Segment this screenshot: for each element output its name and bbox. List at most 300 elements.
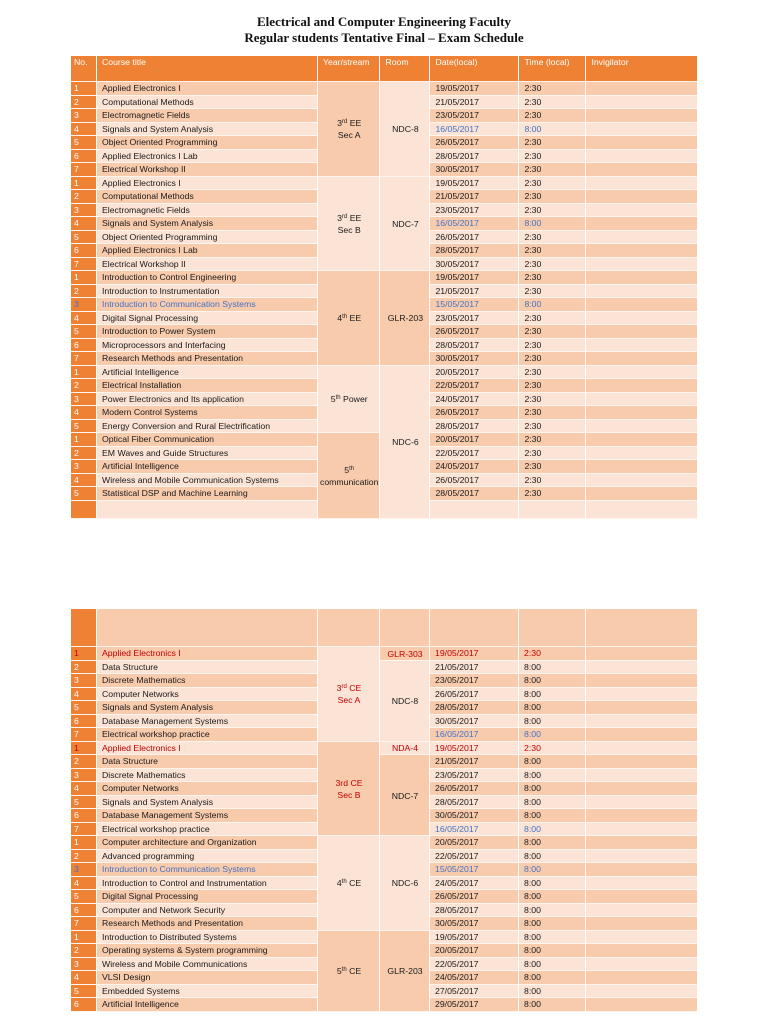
year-stream <box>320 464 378 476</box>
table-row <box>71 661 698 675</box>
exam-time: 2:30 <box>519 285 586 299</box>
year-number: 3 <box>337 212 342 223</box>
stream-name: CE <box>346 878 362 889</box>
year-ordinal: th <box>335 395 341 402</box>
section-name: Sec A <box>337 695 361 706</box>
table-header-row-blank <box>71 609 698 647</box>
invigilator <box>586 755 698 769</box>
year-stream <box>320 877 378 889</box>
exam-date: 15/05/2017 <box>430 298 519 312</box>
exam-time: 8:00 <box>519 958 586 972</box>
room-cell: NDC-7 <box>380 177 430 272</box>
exam-time: 2:30 <box>519 231 586 245</box>
room-cell: NDC-7 <box>380 755 430 836</box>
exam-date: 26/05/2017 <box>430 474 519 488</box>
row-number: 5 <box>71 136 97 150</box>
course-title: Microprocessors and Interfacing <box>97 339 318 353</box>
room-cell: NDC-8 <box>380 82 430 177</box>
exam-date: 30/05/2017 <box>430 163 519 177</box>
exam-date: 24/05/2017 <box>430 460 519 474</box>
course-title: Discrete Mathematics <box>97 769 318 783</box>
exam-time: 2:30 <box>519 647 586 661</box>
course-title: Introduction to Power System <box>97 325 318 339</box>
year-ordinal: th <box>342 314 348 321</box>
year-stream-cell <box>318 82 380 177</box>
course-title: Applied Electronics I <box>97 742 318 756</box>
section-name: Sec B <box>337 224 361 235</box>
row-number: 4 <box>71 877 97 891</box>
exam-date: 26/05/2017 <box>430 890 519 904</box>
course-title: Operating systems & System programming <box>97 944 318 958</box>
exam-time: 2:30 <box>519 339 586 353</box>
invigilator <box>586 474 698 488</box>
invigilator <box>586 688 698 702</box>
exam-time: 2:30 <box>519 447 586 461</box>
year-stream-cell <box>318 433 380 519</box>
exam-date: 26/05/2017 <box>430 325 519 339</box>
course-title: Data Structure <box>97 755 318 769</box>
exam-time: 8:00 <box>519 998 586 1012</box>
course-title: Introduction to Control and Instrumentation <box>97 877 318 891</box>
exam-date: 22/05/2017 <box>430 379 519 393</box>
row-number: 5 <box>71 701 97 715</box>
year-number: 3 <box>336 683 342 694</box>
exam-date: 19/05/2017 <box>430 177 519 191</box>
course-title: Applied Electronics I <box>97 82 318 96</box>
row-number: 7 <box>71 728 97 742</box>
exam-date: 30/05/2017 <box>430 352 519 366</box>
course-title: Electrical Installation <box>97 379 318 393</box>
exam-date: 29/05/2017 <box>430 998 519 1012</box>
row-number: 1 <box>71 271 97 285</box>
year-stream <box>320 393 378 405</box>
exam-time: 2:30 <box>519 474 586 488</box>
row-number: 3 <box>71 393 97 407</box>
exam-time: 8:00 <box>519 217 586 231</box>
year-number: 3rd CE <box>335 777 363 788</box>
course-title: Applied Electronics I <box>97 647 318 661</box>
row-number: 4 <box>71 406 97 420</box>
invigilator <box>586 836 698 850</box>
invigilator <box>586 177 698 191</box>
invigilator <box>586 742 698 756</box>
course-title: Artificial Intelligence <box>97 366 318 380</box>
table-row <box>71 177 698 191</box>
row-number: 5 <box>71 890 97 904</box>
exam-date <box>430 501 519 519</box>
exam-time: 2:30 <box>519 487 586 501</box>
row-number: 1 <box>71 366 97 380</box>
stream-name: CE <box>346 966 362 976</box>
exam-date: 26/05/2017 <box>430 406 519 420</box>
course-title: Electrical workshop practice <box>97 728 318 742</box>
exam-time: 8:00 <box>519 123 586 137</box>
exam-date: 28/05/2017 <box>430 487 519 501</box>
year-stream-cell <box>318 836 380 931</box>
year-stream <box>320 117 378 129</box>
exam-date: 30/05/2017 <box>430 258 519 272</box>
exam-date: 19/05/2017 <box>430 82 519 96</box>
course-title: Computer architecture and Organization <box>97 836 318 850</box>
exam-date: 20/05/2017 <box>430 836 519 850</box>
exam-time: 2:30 <box>519 325 586 339</box>
course-title: Energy Conversion and Rural Electrification <box>97 420 318 434</box>
exam-time <box>519 501 586 519</box>
exam-time: 2:30 <box>519 393 586 407</box>
exam-date: 24/05/2017 <box>430 393 519 407</box>
invigilator <box>586 82 698 96</box>
invigilator <box>586 823 698 837</box>
row-number: 4 <box>71 123 97 137</box>
exam-time: 2:30 <box>519 366 586 380</box>
course-title <box>97 501 318 519</box>
stream-name: EE <box>347 212 362 223</box>
invigilator <box>586 190 698 204</box>
exam-date: 26/05/2017 <box>430 231 519 245</box>
exam-time: 8:00 <box>519 769 586 783</box>
exam-date: 21/05/2017 <box>430 285 519 299</box>
row-number: 2 <box>71 755 97 769</box>
course-title: Object Oriented Programming <box>97 136 318 150</box>
course-title: Embedded Systems <box>97 985 318 999</box>
course-title: Artificial Intelligence <box>97 998 318 1012</box>
invigilator <box>586 271 698 285</box>
invigilator <box>586 136 698 150</box>
invigilator <box>586 217 698 231</box>
invigilator <box>586 701 698 715</box>
row-number: 6 <box>71 339 97 353</box>
exam-schedule-table-2 <box>71 609 698 1012</box>
exam-time: 8:00 <box>519 674 586 688</box>
course-title: Applied Electronics I <box>97 177 318 191</box>
exam-time: 2:30 <box>519 244 586 258</box>
year-number: 5 <box>336 966 342 976</box>
year-number: 5 <box>330 394 336 405</box>
exam-date: 19/05/2017 <box>430 931 519 945</box>
invigilator <box>586 352 698 366</box>
exam-time: 8:00 <box>519 796 586 810</box>
exam-time: 2:30 <box>519 82 586 96</box>
invigilator <box>586 674 698 688</box>
invigilator <box>586 863 698 877</box>
exam-time: 2:30 <box>519 204 586 218</box>
invigilator <box>586 998 698 1012</box>
table-row <box>71 755 698 769</box>
course-title: Computational Methods <box>97 190 318 204</box>
header-no: No. <box>71 56 97 82</box>
row-number: 5 <box>71 985 97 999</box>
row-number: 3 <box>71 863 97 877</box>
exam-time: 8:00 <box>519 863 586 877</box>
year-ordinal: th <box>341 879 347 886</box>
exam-date: 16/05/2017 <box>430 123 519 137</box>
exam-time: 8:00 <box>519 782 586 796</box>
exam-date: 22/05/2017 <box>430 958 519 972</box>
stream-name: EE <box>347 313 362 324</box>
exam-time: 2:30 <box>519 177 586 191</box>
row-number: 3 <box>71 769 97 783</box>
exam-date: 28/05/2017 <box>430 150 519 164</box>
row-number: 7 <box>71 823 97 837</box>
year-ordinal: rd <box>341 213 348 220</box>
exam-date: 28/05/2017 <box>430 339 519 353</box>
section-name: communication <box>320 476 379 487</box>
header-time: Time (local) <box>519 56 586 82</box>
exam-date: 21/05/2017 <box>430 190 519 204</box>
exam-time: 8:00 <box>519 728 586 742</box>
exam-date: 20/05/2017 <box>430 366 519 380</box>
row-number: 7 <box>71 352 97 366</box>
invigilator <box>586 433 698 447</box>
table-row <box>71 647 698 661</box>
course-title: Introduction to Instrumentation <box>97 285 318 299</box>
invigilator <box>586 406 698 420</box>
room-cell: NDC-8 <box>380 661 430 742</box>
row-number: 4 <box>71 217 97 231</box>
year-stream <box>320 965 378 977</box>
invigilator <box>586 782 698 796</box>
exam-time: 2:30 <box>519 406 586 420</box>
exam-date: 19/05/2017 <box>430 647 519 661</box>
course-title: Introduction to Control Engineering <box>97 271 318 285</box>
invigilator <box>586 325 698 339</box>
row-number: 5 <box>71 231 97 245</box>
invigilator <box>586 985 698 999</box>
year-ordinal: rd <box>341 119 348 126</box>
exam-time: 2:30 <box>519 312 586 326</box>
exam-date: 23/05/2017 <box>430 674 519 688</box>
invigilator <box>586 971 698 985</box>
course-title: Signals and System Analysis <box>97 123 318 137</box>
row-number: 1 <box>71 177 97 191</box>
year-stream-cell <box>318 931 380 1012</box>
row-number: 6 <box>71 998 97 1012</box>
row-number: 4 <box>71 688 97 702</box>
invigilator <box>586 958 698 972</box>
year-number: 4 <box>336 878 342 889</box>
row-number: 4 <box>71 312 97 326</box>
course-title: Applied Electronics I Lab <box>97 150 318 164</box>
exam-time: 2:30 <box>519 109 586 123</box>
course-title: EM Waves and Guide Structures <box>97 447 318 461</box>
exam-date: 28/05/2017 <box>430 244 519 258</box>
exam-time: 2:30 <box>519 163 586 177</box>
course-title: Digital Signal Processing <box>97 890 318 904</box>
exam-time: 8:00 <box>519 904 586 918</box>
exam-date: 23/05/2017 <box>430 204 519 218</box>
exam-date: 23/05/2017 <box>430 769 519 783</box>
year-stream <box>320 212 378 224</box>
invigilator <box>586 890 698 904</box>
row-number: 5 <box>71 796 97 810</box>
exam-time: 8:00 <box>519 688 586 702</box>
row-number: 2 <box>71 379 97 393</box>
title-line-2: Regular students Tentative Final – Exam Schedule <box>244 30 524 45</box>
exam-date: 24/05/2017 <box>430 877 519 891</box>
invigilator <box>586 420 698 434</box>
stream-name: CE <box>346 683 362 694</box>
exam-date: 28/05/2017 <box>430 420 519 434</box>
row-number: 2 <box>71 661 97 675</box>
course-title: Research Methods and Presentation <box>97 352 318 366</box>
title-line-1: Electrical and Computer Engineering Faculty <box>257 14 511 29</box>
exam-date: 26/05/2017 <box>430 688 519 702</box>
invigilator <box>586 501 698 519</box>
room-cell: GLR-203 <box>380 931 430 1012</box>
year-number: 3 <box>337 118 342 129</box>
invigilator <box>586 796 698 810</box>
year-ordinal: rd <box>341 684 347 691</box>
year-stream <box>320 312 378 324</box>
course-title: Discrete Mathematics <box>97 674 318 688</box>
exam-time: 8:00 <box>519 701 586 715</box>
row-number: 1 <box>71 742 97 756</box>
room-cell: GLR-303 <box>380 647 430 661</box>
row-number: 6 <box>71 150 97 164</box>
invigilator <box>586 769 698 783</box>
room-cell: NDA-4 <box>380 742 430 756</box>
year-number: 4 <box>337 313 343 324</box>
course-title: Statistical DSP and Machine Learning <box>97 487 318 501</box>
row-number: 3 <box>71 109 97 123</box>
year-ordinal: th <box>341 967 347 973</box>
year-ordinal: th <box>349 465 355 472</box>
header-course-title: Course title <box>97 56 318 82</box>
section-name: Sec A <box>337 130 361 141</box>
course-title: Modern Control Systems <box>97 406 318 420</box>
course-title: Wireless and Mobile Communications <box>97 958 318 972</box>
year-stream-cell <box>318 742 380 837</box>
course-title: Object Oriented Programming <box>97 231 318 245</box>
course-title: Data Structure <box>97 661 318 675</box>
year-stream-cell <box>318 647 380 742</box>
exam-time: 8:00 <box>519 944 586 958</box>
room-cell: GLR-203 <box>380 271 430 366</box>
invigilator <box>586 917 698 931</box>
invigilator <box>586 728 698 742</box>
row-number: 6 <box>71 715 97 729</box>
exam-time: 8:00 <box>519 836 586 850</box>
table-row <box>71 931 698 945</box>
exam-date: 30/05/2017 <box>430 715 519 729</box>
course-title: Digital Signal Processing <box>97 312 318 326</box>
exam-time: 8:00 <box>519 755 586 769</box>
course-title: Computer Networks <box>97 782 318 796</box>
course-title: Artificial Intelligence <box>97 460 318 474</box>
exam-time: 2:30 <box>519 379 586 393</box>
invigilator <box>586 150 698 164</box>
row-number: 4 <box>71 971 97 985</box>
exam-date: 28/05/2017 <box>430 904 519 918</box>
exam-date: 16/05/2017 <box>430 217 519 231</box>
row-number: 6 <box>71 244 97 258</box>
exam-time: 2:30 <box>519 136 586 150</box>
row-number: 6 <box>71 904 97 918</box>
exam-date: 20/05/2017 <box>430 944 519 958</box>
course-title: Signals and System Analysis <box>97 217 318 231</box>
row-number: 4 <box>71 474 97 488</box>
course-title: Computational Methods <box>97 96 318 110</box>
exam-date: 27/05/2017 <box>430 985 519 999</box>
row-number: 1 <box>71 82 97 96</box>
invigilator <box>586 244 698 258</box>
row-number: 1 <box>71 836 97 850</box>
table-row <box>71 82 698 96</box>
row-number: 2 <box>71 944 97 958</box>
invigilator <box>586 393 698 407</box>
invigilator <box>586 379 698 393</box>
exam-time: 2:30 <box>519 258 586 272</box>
exam-time: 8:00 <box>519 890 586 904</box>
header-room: Room <box>380 56 430 82</box>
row-number: 2 <box>71 96 97 110</box>
course-title: Introduction to Distributed Systems <box>97 931 318 945</box>
exam-time: 2:30 <box>519 352 586 366</box>
exam-time: 2:30 <box>519 190 586 204</box>
invigilator <box>586 931 698 945</box>
course-title: Computer and Network Security <box>97 904 318 918</box>
year-stream-cell <box>318 271 380 366</box>
invigilator <box>586 312 698 326</box>
header-invigilator: Invigilator <box>586 56 698 82</box>
year-stream-cell <box>318 177 380 272</box>
course-title: Introduction to Communication Systems <box>97 863 318 877</box>
invigilator <box>586 850 698 864</box>
invigilator <box>586 258 698 272</box>
exam-date: 23/05/2017 <box>430 109 519 123</box>
exam-date: 16/05/2017 <box>430 823 519 837</box>
course-title: Advanced programming <box>97 850 318 864</box>
exam-date: 21/05/2017 <box>430 755 519 769</box>
row-number: 1 <box>71 931 97 945</box>
invigilator <box>586 231 698 245</box>
exam-date: 26/05/2017 <box>430 782 519 796</box>
exam-date: 16/05/2017 <box>430 728 519 742</box>
course-title: VLSI Design <box>97 971 318 985</box>
exam-time: 8:00 <box>519 298 586 312</box>
invigilator <box>586 715 698 729</box>
header-date: Date(local) <box>430 56 519 82</box>
exam-date: 19/05/2017 <box>430 742 519 756</box>
row-number: 2 <box>71 190 97 204</box>
room-cell: NDC-6 <box>380 836 430 931</box>
invigilator <box>586 96 698 110</box>
course-title: Optical Fiber Communication <box>97 433 318 447</box>
invigilator <box>586 109 698 123</box>
row-number: 5 <box>71 420 97 434</box>
course-title: Database Management Systems <box>97 809 318 823</box>
invigilator <box>586 163 698 177</box>
exam-time: 2:30 <box>519 420 586 434</box>
row-number: 3 <box>71 674 97 688</box>
invigilator <box>586 661 698 675</box>
exam-time: 2:30 <box>519 150 586 164</box>
course-title: Electromagnetic Fields <box>97 109 318 123</box>
exam-time: 2:30 <box>519 460 586 474</box>
exam-date: 23/05/2017 <box>430 312 519 326</box>
invigilator <box>586 809 698 823</box>
course-title: Electrical Workshop II <box>97 163 318 177</box>
course-title: Signals and System Analysis <box>97 796 318 810</box>
header-year-stream: Year/stream <box>318 56 380 82</box>
exam-time: 8:00 <box>519 823 586 837</box>
exam-date: 15/05/2017 <box>430 863 519 877</box>
row-number: 2 <box>71 447 97 461</box>
year-stream <box>320 682 378 694</box>
row-number: 5 <box>71 325 97 339</box>
room-cell: NDC-6 <box>380 366 430 519</box>
row-number: 3 <box>71 204 97 218</box>
